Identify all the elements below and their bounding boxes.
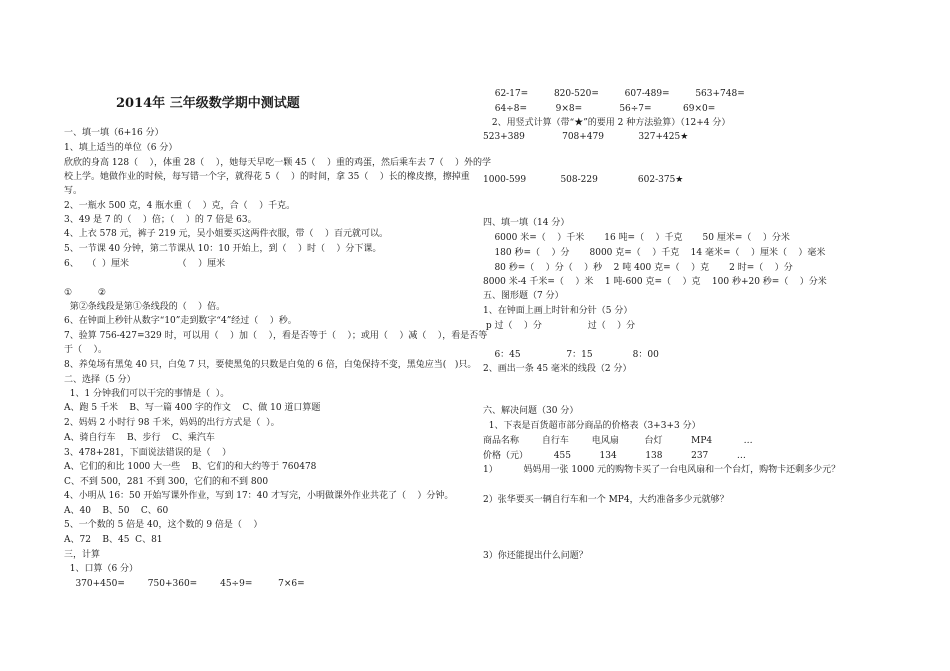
left-text-line: 2、妈妈 2 小时行 98 千米，妈妈的出行方式是（ ）。 xyxy=(64,418,280,428)
left-text-line: 6、 （ ）厘米 （ ）厘米 xyxy=(64,259,226,269)
left-text-line: 5、一节课 40 分钟，第二节课从 10：10 开始上，到（ ）时（ ）分下课。 xyxy=(64,244,382,254)
left-text-line: A、它们的和比 1000 大一些 B、它们的和大约等于 760478 xyxy=(64,462,317,472)
right-text-line: 180 秒=（ ）分 8000 克=（ ）千克 14 毫米=（ ）厘米（ ）毫米 xyxy=(483,248,826,258)
left-text-line: 1、1 分钟我们可以干完的事情是（ ）。 xyxy=(64,389,230,399)
left-text-line: 4、上衣 578 元，裤子 219 元，吴小姐要买这两件衣服，带（ ）百元就可以。 xyxy=(64,229,388,239)
left-text-line: 1、填上适当的单位（6 分） xyxy=(64,143,178,153)
left-text-line: C、不到 500，281 不到 300，它们的和不到 800 xyxy=(64,477,269,487)
left-text-line: A、72 B、45 C、81 xyxy=(64,535,163,545)
right-text-line: 6：45 7：15 8：00 xyxy=(483,350,659,360)
left-text-line: A、40 B、50 C、60 xyxy=(64,506,169,516)
left-text-line: 5、一个数的 5 倍是 40，这个数的 9 倍是（ ） xyxy=(64,520,263,530)
left-text-line: 校上学。她做作业的时候，每写错一个字，就得花 5（ ）的时间，拿 35（ ）长的橡皮擦，擦掉重 xyxy=(64,172,470,182)
left-text-line: 370+450= 750+360= 45÷9= 7×6= xyxy=(64,579,305,589)
right-text-line: 3）你还能提出什么问题？ xyxy=(483,551,588,561)
left-text-line: A、骑自行车 B、步行 C、乘汽车 xyxy=(64,433,215,443)
page-title: 2014年 三年级数学期中测试题 xyxy=(116,96,300,111)
right-text-line: 523+389 708+479 327+425★ xyxy=(483,132,689,142)
left-text-line: A、跑 5 千米 B、写一篇 400 字的作文 C、做 10 道口算题 xyxy=(64,403,321,413)
right-text-line: 四、填一填（14 分） xyxy=(483,218,570,228)
left-text-line: 欣欣的身高 128（ ），体重 28（ ），她每天早吃一颗 45（ ）重的鸡蛋，然后乘车去 7（ ）外的学 xyxy=(64,158,492,168)
right-text-line: 商品名称 自行车 电风扇 台灯 MP4 … xyxy=(483,436,753,446)
right-text-line: 8000 米-4 千米=（ ）米 1 吨-600 克=（ ）克 100 秒+20 秒=（ ）分米 xyxy=(483,277,827,287)
right-text-line: 1、下表是百货超市部分商品的价格表（3+3+3 分） xyxy=(483,421,701,431)
right-text-line: 80 秒=（ ）分（ ）秒 2 吨 400 克=（ ）克 2 时=（ ）分 xyxy=(483,263,793,273)
right-text-line: 价格（元） 455 134 138 237 … xyxy=(483,451,746,461)
left-text-line: 1、口算（6 分） xyxy=(64,564,139,574)
right-text-line: 1000-599 508-229 602-375★ xyxy=(483,175,684,185)
left-text-line: 一、填一填（6+16 分） xyxy=(64,128,164,138)
right-text-line: 62-17= 820-520= 607-489= 563+748= xyxy=(489,89,745,99)
left-text-line: 于（ ）。 xyxy=(64,345,107,355)
left-text-line: 3、478+281，下面说法错误的是（ ） xyxy=(64,448,232,458)
left-text-line: 写。 xyxy=(64,186,83,196)
left-text-line: 4、小明从 16：50 开始写课外作业，写到 17：40 才写完，小明做课外作业共花了（ ）分钟。 xyxy=(64,491,454,501)
left-text-line: ① ② xyxy=(64,288,106,298)
right-text-line: 6000 米=（ ）千米 16 吨=（ ）千克 50 厘米=（ ）分米 xyxy=(483,233,790,243)
left-text-line: 第②条线段是第①条线段的（ ）倍。 xyxy=(64,302,226,312)
left-text-line: 二、选择（5 分） xyxy=(64,375,136,385)
right-text-line: 64÷8= 9×8= 56÷7= 69×0= xyxy=(489,104,716,114)
right-text-line: 1） 妈妈用一张 1000 元的购物卡买了一台电风扇和一个台灯，购物卡还剩多少元？ xyxy=(483,465,841,475)
right-text-line: p 过（ ）分 过（ ）分 xyxy=(483,321,636,331)
right-text-line: 六、解决问题（30 分） xyxy=(483,406,579,416)
left-text-line: 7、验算 756-427=329 时，可以用（ ）加（ ），看是否等于（ ）；或用（ ）减（ ），看是否等 xyxy=(64,331,488,341)
right-text-line: 2、画出一条 45 毫米的线段（2 分） xyxy=(483,364,632,374)
left-text-line: 3、49 是 7 的（ ）倍；（ ）的 7 倍是 63。 xyxy=(64,215,257,225)
right-text-line: 1、在钟面上画上时针和分针（5 分） xyxy=(483,306,633,316)
right-text-line: 2）张华要买一辆自行车和一个 MP4，大约准备多少元就够？ xyxy=(483,495,729,505)
left-text-line: 6、在钟面上秒针从数字“10”走到数字“4”经过（ ）秒。 xyxy=(64,316,297,326)
left-text-line: 2、一瓶水 500 克，4 瓶水重（ ）克，合（ ）千克。 xyxy=(64,201,296,211)
left-text-line: 8、养兔场有黑兔 40 只，白兔 7 只，要使黑兔的只数是白兔的 6 倍，白兔保持不变，黑兔应当( )只。 xyxy=(64,360,477,370)
left-text-line: 三，计算 xyxy=(64,550,101,560)
right-text-line: 五、图形题（7 分） xyxy=(483,291,564,301)
right-text-line: 2、用竖式计算（带“★”的要用 2 种方法验算）（12+4 分） xyxy=(489,118,731,128)
